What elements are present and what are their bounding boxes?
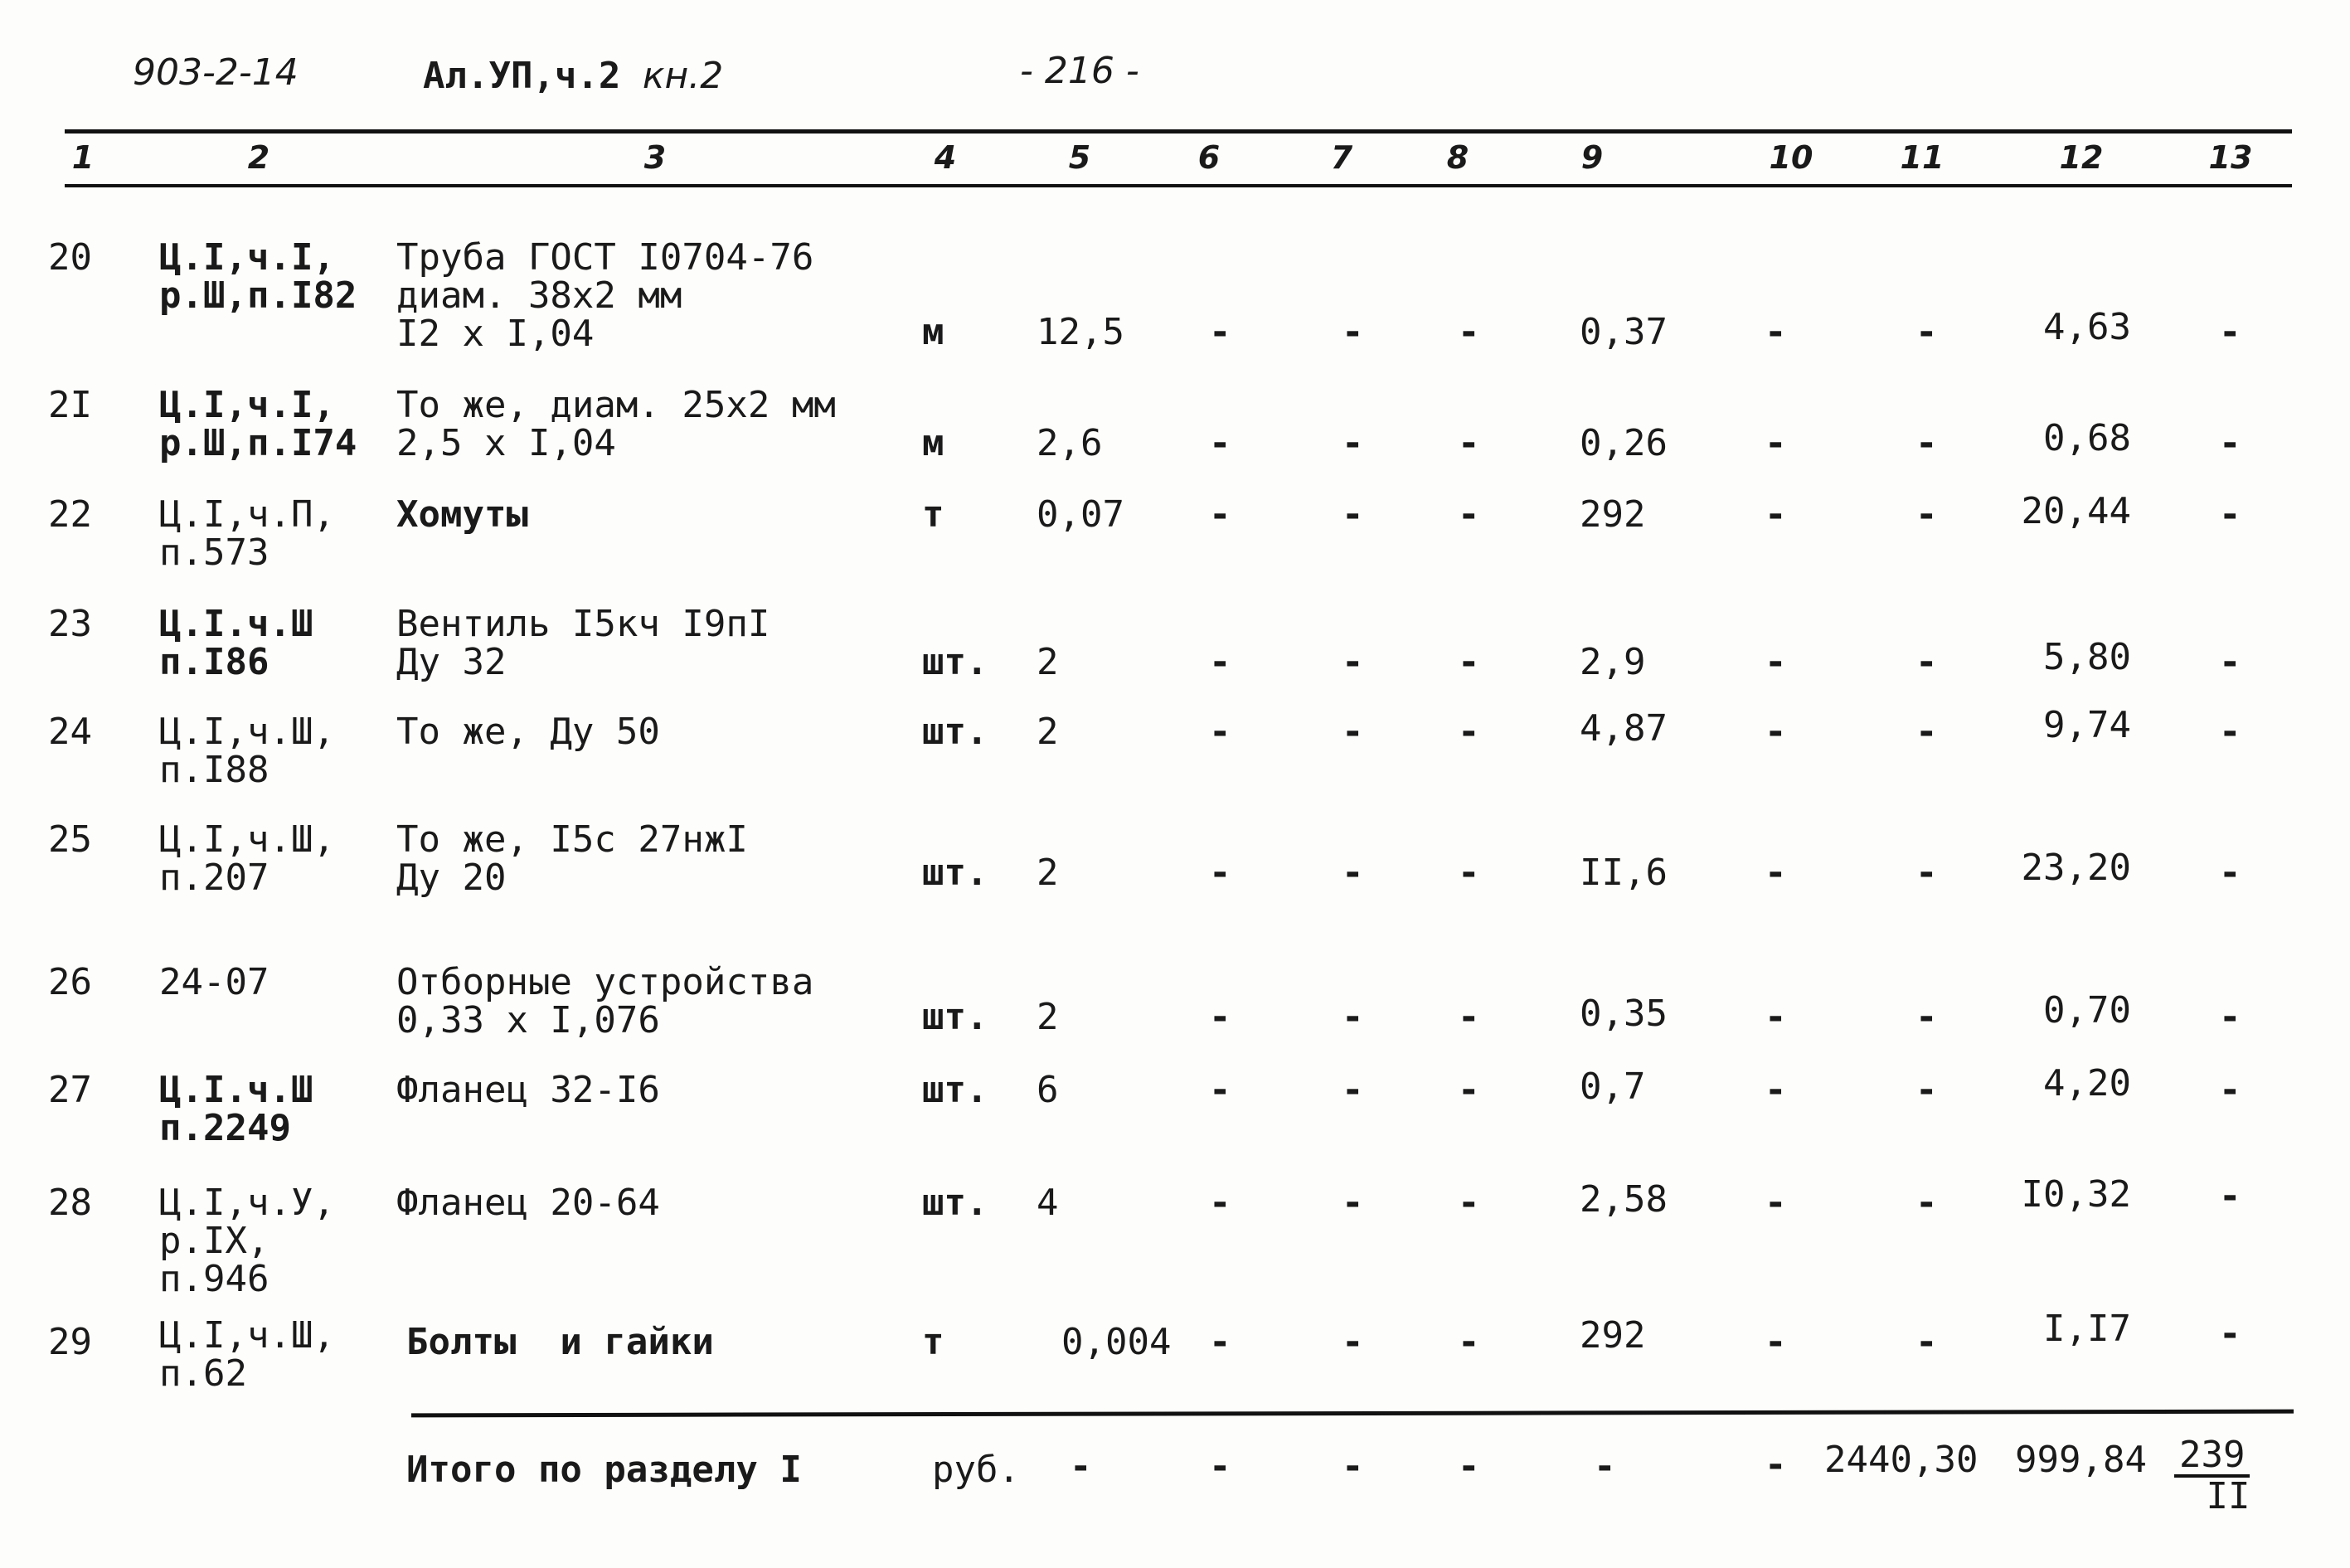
row-qty: 0,07 xyxy=(1037,493,1124,536)
row-c11: - xyxy=(1915,1182,1938,1224)
row-reference: Ц.I,ч.I, р.Ш,п.I74 xyxy=(159,384,357,464)
row-price: 0,37 xyxy=(1580,311,1668,353)
summary-c13-numerator: 239 xyxy=(2174,1436,2250,1478)
row-unit: м xyxy=(922,311,944,353)
col-num-5: 5 xyxy=(1068,139,1091,176)
row-c8: - xyxy=(1458,1069,1480,1111)
row-c7: - xyxy=(1342,711,1364,753)
row-c7: - xyxy=(1342,311,1364,353)
row-c6: - xyxy=(1209,1182,1231,1224)
row-reference: Ц.I,ч.У, р.IX, п.946 xyxy=(159,1182,335,1300)
col-num-7: 7 xyxy=(1330,139,1353,176)
row-c6: - xyxy=(1209,1321,1231,1363)
row-c8: - xyxy=(1458,711,1480,753)
row-total: 9,74 xyxy=(2043,704,2131,746)
row-c6: - xyxy=(1209,711,1231,753)
row-c8: - xyxy=(1458,641,1480,683)
row-number: 28 xyxy=(48,1182,92,1224)
row-c13: - xyxy=(2219,1175,2241,1217)
row-number: 22 xyxy=(48,493,92,536)
row-c10: - xyxy=(1765,311,1787,353)
row-c11: - xyxy=(1915,311,1938,353)
book-label: кн.2 xyxy=(642,55,724,97)
row-c13: - xyxy=(2219,311,2241,353)
row-c10: - xyxy=(1765,641,1787,683)
summary-c8: - xyxy=(1458,1445,1480,1488)
row-total: 5,80 xyxy=(2043,636,2131,678)
row-c11: - xyxy=(1915,1321,1938,1363)
row-qty: 12,5 xyxy=(1037,311,1124,353)
row-c10: - xyxy=(1765,1069,1787,1111)
row-reference: Ц.I.ч.Ш п.2249 xyxy=(159,1069,313,1149)
row-name: То же, Ду 50 xyxy=(396,711,660,753)
row-reference: Ц.I,ч.Ш, п.I88 xyxy=(159,711,335,791)
row-name: Болты и гайки xyxy=(406,1321,714,1363)
row-qty: 0,004 xyxy=(1061,1321,1172,1363)
row-number: 2I xyxy=(48,384,92,426)
row-number: 26 xyxy=(48,961,92,1003)
summary-unit: руб. xyxy=(932,1449,1020,1491)
row-price: 4,87 xyxy=(1580,707,1668,750)
row-c7: - xyxy=(1342,1069,1364,1111)
row-c6: - xyxy=(1209,311,1231,353)
row-name: То же, диам. 25х2 мм 2,5 x I,04 xyxy=(396,384,836,464)
row-unit: шт. xyxy=(922,641,988,683)
header-bottom-rule xyxy=(65,184,2292,187)
row-price: II,6 xyxy=(1580,852,1668,894)
row-c13: - xyxy=(2219,852,2241,894)
row-c10: - xyxy=(1765,422,1787,464)
row-qty: 2 xyxy=(1037,711,1059,753)
row-c13: - xyxy=(2219,641,2241,683)
col-num-11: 11 xyxy=(1900,139,1945,176)
album-ref xyxy=(423,55,723,97)
col-num-13: 13 xyxy=(2208,139,2253,176)
row-total: I0,32 xyxy=(2021,1173,2131,1216)
top-rule xyxy=(65,129,2292,133)
row-c11: - xyxy=(1915,1069,1938,1111)
row-qty: 2,6 xyxy=(1037,422,1103,464)
col-num-8: 8 xyxy=(1446,139,1469,176)
row-number: 20 xyxy=(48,236,92,279)
row-c11: - xyxy=(1915,852,1938,894)
row-price: 2,58 xyxy=(1580,1178,1668,1221)
row-number: 29 xyxy=(48,1321,92,1363)
row-total: 20,44 xyxy=(2021,490,2131,532)
row-price: 0,7 xyxy=(1580,1066,1646,1108)
row-unit: шт. xyxy=(922,852,988,894)
row-c11: - xyxy=(1915,996,1938,1038)
col-num-1: 1 xyxy=(71,139,95,176)
row-name: Вентиль I5кч I9пI Ду 32 xyxy=(396,603,770,683)
row-name: Фланец 32-I6 xyxy=(396,1069,660,1111)
row-c11: - xyxy=(1915,711,1938,753)
summary-c13-denominator: II xyxy=(2206,1475,2250,1517)
row-c13: - xyxy=(2219,1069,2241,1111)
row-c10: - xyxy=(1765,996,1787,1038)
row-qty: 2 xyxy=(1037,641,1059,683)
row-c13: - xyxy=(2219,493,2241,536)
row-total: 0,68 xyxy=(2043,417,2131,459)
row-c8: - xyxy=(1458,493,1480,536)
row-unit: шт. xyxy=(922,1069,988,1111)
col-num-10: 10 xyxy=(1769,139,1813,176)
row-c8: - xyxy=(1458,1321,1480,1363)
page-number: - 216 - xyxy=(1020,50,1139,92)
row-c6: - xyxy=(1209,493,1231,536)
row-price: 0,26 xyxy=(1580,422,1668,464)
row-unit: шт. xyxy=(922,1182,988,1224)
row-number: 24 xyxy=(48,711,92,753)
row-name: Хомуты xyxy=(396,493,528,536)
col-num-9: 9 xyxy=(1580,139,1604,176)
row-unit: м xyxy=(922,422,944,464)
row-qty: 4 xyxy=(1037,1182,1059,1224)
row-c11: - xyxy=(1915,422,1938,464)
col-num-2: 2 xyxy=(247,139,270,176)
summary-c9: - xyxy=(1594,1445,1616,1488)
row-price: 0,35 xyxy=(1580,993,1668,1035)
row-unit: т xyxy=(922,493,944,536)
row-reference: Ц.I,ч.I, р.Ш,п.I82 xyxy=(159,236,357,317)
col-num-6: 6 xyxy=(1197,139,1221,176)
summary-rule xyxy=(411,1410,2294,1418)
row-c7: - xyxy=(1342,493,1364,536)
row-c7: - xyxy=(1342,641,1364,683)
summary-c5: - xyxy=(1070,1445,1092,1488)
row-unit: шт. xyxy=(922,711,988,753)
row-total: 4,63 xyxy=(2043,306,2131,348)
summary-c10: - xyxy=(1765,1444,1787,1486)
row-total: 0,70 xyxy=(2043,989,2131,1032)
row-c11: - xyxy=(1915,493,1938,536)
row-c6: - xyxy=(1209,1069,1231,1111)
row-qty: 6 xyxy=(1037,1069,1059,1111)
row-c7: - xyxy=(1342,852,1364,894)
row-c7: - xyxy=(1342,996,1364,1038)
row-c10: - xyxy=(1765,711,1787,753)
summary-c11: 2440,30 xyxy=(1824,1439,1979,1481)
row-qty: 2 xyxy=(1037,996,1059,1038)
row-c8: - xyxy=(1458,852,1480,894)
row-name: То же, I5с 27нжI Ду 20 xyxy=(396,818,748,899)
row-c6: - xyxy=(1209,852,1231,894)
row-c10: - xyxy=(1765,852,1787,894)
row-reference: Ц.I,ч.Ш, п.62 xyxy=(159,1314,335,1395)
row-total: 4,20 xyxy=(2043,1062,2131,1104)
row-name: Труба ГОСТ I0704-76 диам. 38х2 мм I2 x I,04 xyxy=(396,236,814,355)
row-c11: - xyxy=(1915,641,1938,683)
album-label: Ал.УП,ч.2 xyxy=(423,55,621,97)
row-c10: - xyxy=(1765,1182,1787,1224)
row-unit: шт. xyxy=(922,996,988,1038)
row-name: Фланец 20-64 xyxy=(396,1182,660,1224)
col-num-3: 3 xyxy=(643,139,667,176)
row-price: 292 xyxy=(1580,1314,1646,1357)
row-reference: Ц.I,ч.П, п.573 xyxy=(159,493,335,574)
row-unit: т xyxy=(922,1321,944,1363)
row-c8: - xyxy=(1458,311,1480,353)
row-reference: Ц.I.ч.Ш п.I86 xyxy=(159,603,313,683)
row-c10: - xyxy=(1765,1321,1787,1363)
summary-c12: 999,84 xyxy=(2015,1439,2147,1481)
row-reference: Ц.I,ч.Ш, п.207 xyxy=(159,818,335,899)
row-c8: - xyxy=(1458,422,1480,464)
col-num-12: 12 xyxy=(2059,139,2104,176)
row-total: 23,20 xyxy=(2021,847,2131,889)
row-c6: - xyxy=(1209,641,1231,683)
row-price: 292 xyxy=(1580,493,1646,536)
row-c8: - xyxy=(1458,1182,1480,1224)
row-number: 27 xyxy=(48,1069,92,1111)
row-qty: 2 xyxy=(1037,852,1059,894)
row-c7: - xyxy=(1342,422,1364,464)
row-reference: 24-07 xyxy=(159,961,269,1003)
row-c7: - xyxy=(1342,1182,1364,1224)
row-c13: - xyxy=(2219,711,2241,753)
col-num-4: 4 xyxy=(934,139,957,176)
row-c13: - xyxy=(2219,1313,2241,1355)
row-number: 25 xyxy=(48,818,92,861)
row-name: Отборные устройства 0,33 x I,076 xyxy=(396,961,814,1041)
row-c13: - xyxy=(2219,422,2241,464)
summary-c7: - xyxy=(1342,1445,1364,1488)
row-c6: - xyxy=(1209,422,1231,464)
row-total: I,I7 xyxy=(2043,1308,2131,1350)
row-price: 2,9 xyxy=(1580,641,1646,683)
summary-c6: - xyxy=(1209,1445,1231,1488)
row-number: 23 xyxy=(48,603,92,645)
summary-c13-fraction xyxy=(2174,1436,2250,1516)
row-c8: - xyxy=(1458,996,1480,1038)
row-c7: - xyxy=(1342,1321,1364,1363)
summary-label: Итого по разделу I xyxy=(406,1449,802,1491)
row-c6: - xyxy=(1209,996,1231,1038)
row-c10: - xyxy=(1765,493,1787,536)
row-c13: - xyxy=(2219,996,2241,1038)
doc-number: 903-2-14 xyxy=(133,51,299,94)
